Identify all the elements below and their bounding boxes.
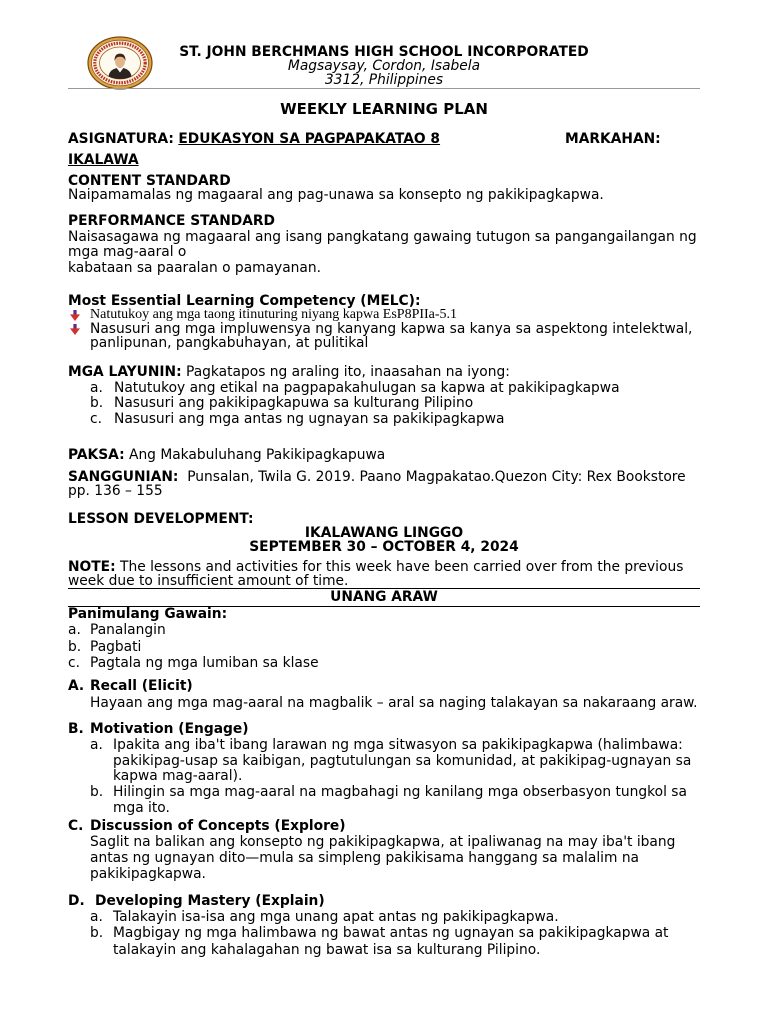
objective-text: Nasusuri ang mga antas ng ugnayan sa pakikipagkapwa [114, 410, 505, 427]
week-dates: SEPTEMBER 30 – OCTOBER 4, 2024 [249, 539, 519, 555]
section-title: Developing Mastery (Explain) [95, 892, 325, 909]
school-address-line-2: 3312, Philippines [324, 72, 444, 88]
section-marker: D. [68, 892, 85, 909]
section-item-line: Magbigay ng mga halimbawa ng bawat antas ng ugnayan sa pakikipagkapwa at [113, 925, 669, 942]
subject-line [68, 131, 700, 147]
opening-item-text: Pagtala ng mga lumiban sa klase [90, 654, 319, 671]
note-line: The lessons and activities for this week have been carried over from the previous [120, 559, 684, 575]
section-title: Recall (Elicit) [90, 677, 193, 694]
topic-line [68, 447, 700, 463]
list-marker: b. [90, 784, 104, 801]
subject-value: EDUKASYON SA PAGPAPAKATAO 8 [178, 131, 441, 147]
list-marker: a. [90, 379, 103, 396]
melc-item [68, 322, 700, 350]
opening-item [68, 639, 700, 655]
opening-item-text: Panalangin [90, 622, 166, 639]
section-title: Motivation (Engage) [90, 721, 249, 738]
school-header [0, 45, 768, 87]
list-marker: c. [90, 410, 102, 427]
performance-standard-section [68, 214, 700, 276]
reference-section [68, 470, 700, 498]
list-marker: a. [68, 622, 81, 639]
opening-heading: Panimulang Gawain: [68, 606, 228, 622]
section-heading [68, 678, 700, 695]
objective-text: Nasusuri ang pakikipagkapuwa sa kulturang Pilipino [114, 395, 474, 412]
section-heading [68, 818, 700, 834]
melc-item-line: Natutukoy ang mga taong itinuturing niyang kapwa EsP8PIIa-5.1 [90, 307, 458, 322]
week-label: IKALAWANG LINGGO [304, 525, 464, 541]
performance-standard-line: Naisasagawa ng magaaral ang isang pangkatang gawaing tutugon sa pangangailangan ng [68, 228, 697, 245]
reference-line: pp. 136 – 155 [68, 483, 163, 499]
section-item-line: Talakayin isa-isa ang mga unang apat antas ng pakikipagkapwa. [113, 909, 559, 926]
section-item-line: pakikipag-usap sa kaibigan, pagtutulungan sa komunidad, at pakikipag-ugnayan sa [113, 752, 692, 769]
school-name: ST. JOHN BERCHMANS HIGH SCHOOL INCORPORATED [179, 44, 589, 60]
note-section [68, 560, 700, 588]
section-text-line: pakikipagkapwa. [90, 866, 206, 882]
objective-item [68, 396, 700, 412]
reference-line: Punsalan, Twila G. 2019. Paano Magpakatao.Quezon City: Rex Bookstore [187, 469, 686, 485]
objective-text: Natutukoy ang etikal na pagpapakahulugan sa kapwa at pakikipagkapwa [114, 379, 620, 396]
section-heading [68, 722, 700, 738]
section-item [68, 909, 700, 925]
section-marker: C. [68, 818, 84, 834]
list-marker: b. [90, 925, 104, 942]
opening-section [68, 606, 700, 671]
document-title: WEEKLY LEARNING PLAN [280, 100, 488, 118]
melc-item [68, 308, 700, 322]
header-divider [68, 88, 700, 89]
reference-label: SANGGUNIAN: [68, 469, 179, 485]
melc-heading: Most Essential Learning Competency (MELC): [68, 293, 421, 309]
performance-standard-heading: PERFORMANCE STANDARD [68, 213, 275, 230]
objectives-intro-line [68, 365, 700, 381]
section-item-line: kapwa mag-aaral). [113, 768, 243, 785]
section-text-line: Hayaan ang mga mag-aaral na magbalik – aral sa naging talakayan sa nakaraang araw. [90, 694, 698, 711]
section-item [68, 785, 700, 817]
list-marker: b. [68, 638, 82, 655]
topic-label: PAKSA: [68, 447, 125, 463]
melc-section [68, 294, 700, 350]
opening-item-text: Pagbati [90, 638, 142, 655]
quarter-value-line [68, 152, 700, 168]
section-item-line: mga ito. [113, 800, 170, 817]
section-item [68, 738, 700, 785]
note-line: week due to insufficient amount of time. [68, 573, 349, 589]
list-marker: b. [90, 395, 104, 412]
day-label: UNANG ARAW [330, 589, 438, 605]
opening-item [68, 622, 700, 638]
opening-item [68, 655, 700, 671]
objectives-intro: Pagkatapos ng araling ito, inaasahan na iyong: [186, 364, 510, 381]
melc-item-line: Nasusuri ang mga impluwensya ng kanyang kapwa sa kanya sa aspektong intelektwal, [90, 321, 693, 337]
note-label: NOTE: [68, 559, 116, 575]
content-standard-section [68, 174, 700, 202]
list-marker: a. [90, 736, 103, 753]
section-title: Discussion of Concepts (Explore) [90, 818, 346, 834]
section-motivation [68, 722, 700, 817]
subject-label: ASIGNATURA: [68, 131, 174, 147]
section-discussion [68, 818, 700, 882]
section-text-line: Saglit na balikan ang konsepto ng pakikipagkapwa, at ipaliwanag na may iba't ibang [90, 834, 676, 850]
section-developing-mastery [68, 893, 700, 958]
melc-item-line: panlipunan, pangkabuhayan, at pulitikal [90, 335, 369, 351]
section-recall [68, 678, 700, 712]
objective-item [68, 412, 700, 428]
section-text-line: antas ng ugnayan dito—mula sa simpleng pakikisama hanggang sa malalim na [90, 850, 640, 866]
performance-standard-line: mga mag-aaral o [68, 244, 187, 261]
arrow-down-bullet-icon [70, 310, 80, 321]
arrow-down-bullet-icon [70, 324, 80, 335]
section-heading [68, 893, 700, 909]
content-standard-heading: CONTENT STANDARD [68, 173, 231, 189]
section-marker: A. [68, 677, 85, 694]
section-item [68, 925, 700, 958]
list-marker: a. [90, 909, 103, 926]
lesson-development-heading: LESSON DEVELOPMENT: [68, 511, 254, 527]
objectives-section [68, 365, 700, 427]
section-item-line: talakayin ang kahalagahan ng bawat isa sa kulturang Pilipino. [113, 941, 541, 958]
quarter-label: MARKAHAN: [565, 131, 661, 147]
quarter-value: IKALAWA [68, 152, 139, 168]
content-standard-text: Naipamamalas ng magaaral ang pag-unawa sa konsepto ng pakikipagkapwa. [68, 187, 604, 203]
objective-item [68, 381, 700, 397]
topic-text: Ang Makabuluhang Pakikipagkapuwa [129, 447, 386, 463]
performance-standard-line: kabataan sa paaralan o pamayanan. [68, 259, 321, 276]
section-item-line: Hilingin sa mga mag-aaral na magbahagi ng kanilang mga obserbasyon tungkol sa [113, 784, 687, 801]
school-address-line-1: Magsaysay, Cordon, Isabela [287, 58, 481, 74]
list-marker: c. [68, 654, 80, 671]
section-item-line: Ipakita ang iba't ibang larawan ng mga sitwasyon sa pakikipagkapwa (halimbawa: [113, 736, 683, 753]
objectives-label: MGA LAYUNIN: [68, 364, 182, 381]
section-marker: B. [68, 721, 84, 738]
lesson-development-section [68, 512, 700, 554]
